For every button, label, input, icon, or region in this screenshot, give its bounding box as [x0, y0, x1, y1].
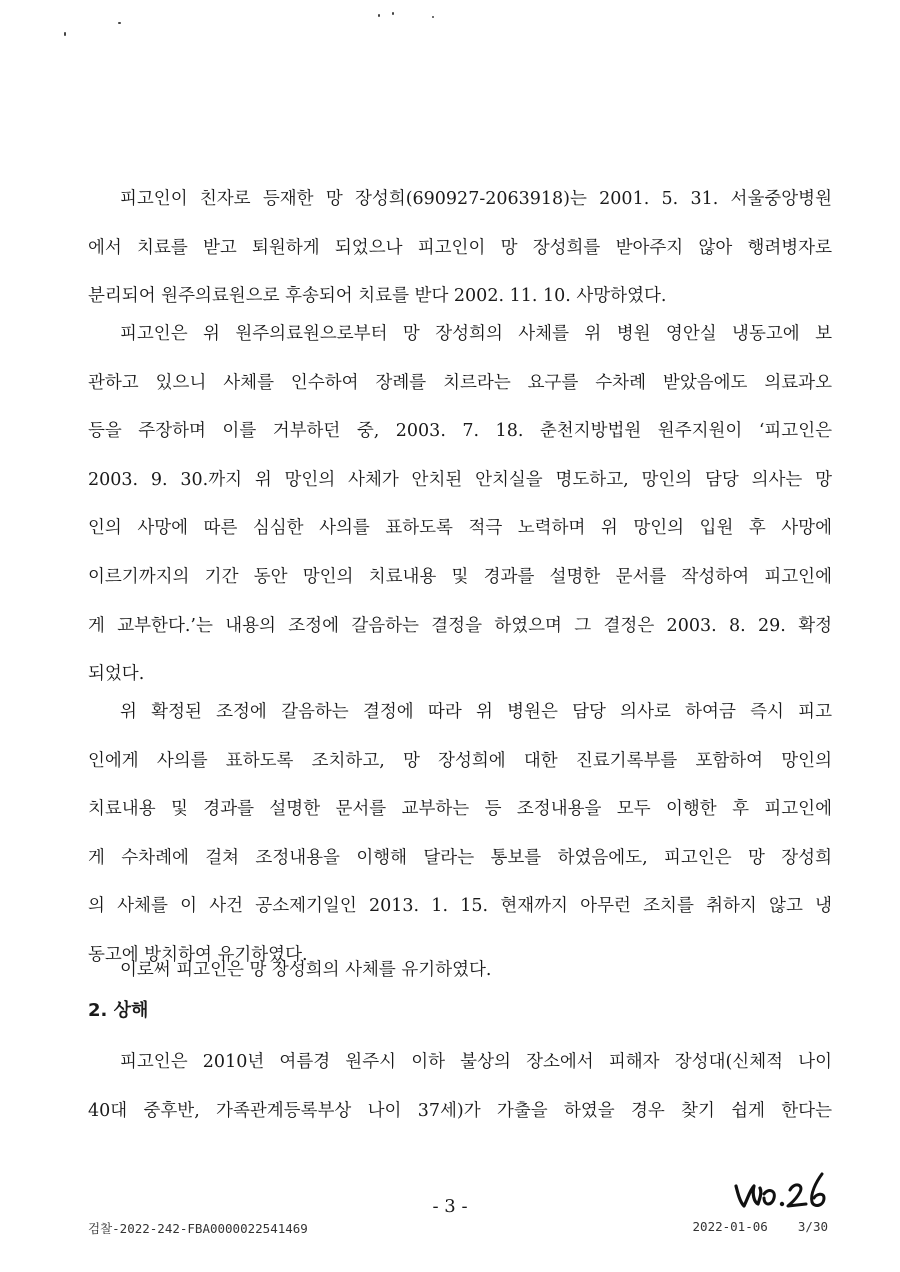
text-line: 40대 중후반, 가족관계등록부상 나이 37세)가 가출을 하였을 경우 찾기 쉽게 한다는 — [88, 1100, 832, 1121]
text-line: 인의 사망에 따른 심심한 사의를 표하도록 적극 노력하며 위 망인의 입원 후 사망에 — [88, 518, 832, 539]
paragraph-mediation-decision — [88, 310, 832, 699]
text-line: 에서 치료를 받고 퇴원하게 되었으나 피고인이 망 장성희를 받아주지 않아 행려병자로 — [88, 237, 832, 258]
text-line: 인에게 사의를 표하도록 조치하고, 망 장성희에 대한 진료기록부를 포함하여 망인의 — [88, 750, 832, 771]
paragraph-conclusion — [88, 946, 832, 995]
text-line: 관하고 있으니 사체를 인수하여 장례를 치르라는 요구를 수차례 받았음에도 의료과오 — [88, 372, 832, 393]
scan-speck — [64, 32, 66, 36]
footer-meta — [693, 1219, 828, 1234]
text-line: 동고에 방치하여 유기하였다. — [88, 944, 308, 965]
text-line: 되었다. — [88, 664, 145, 685]
text-line: 위 확정된 조정에 갈음하는 결정에 따라 위 병원은 담당 의사로 하여금 즉시 피고 — [120, 702, 832, 722]
text-line: 치료내용 및 경과를 설명한 문서를 교부하는 등 조정내용을 모두 이행한 후 피고인에 — [88, 799, 832, 820]
section-heading: 2. 상해 — [88, 1000, 149, 1021]
text-line: 피고인이 친자로 등재한 망 장성희(690927-2063918)는 2001. 5. 31. 서울중앙병원 — [120, 189, 832, 209]
text-line: 게 교부한다.’는 내용의 조정에 갈음하는 결정을 하였으며 그 결정은 2003. 8. 29. 확정 — [88, 615, 832, 636]
document-id: 검찰-2022-242-FBA0000022541469 — [88, 1221, 308, 1236]
text-line: 의 사체를 이 사건 공소제기일인 2013. 1. 15. 현재까지 아무런 조치를 취하지 않고 냉 — [88, 896, 832, 917]
footer-page-count: 3/30 — [797, 1219, 828, 1234]
paragraph-death-record — [88, 175, 832, 321]
text-line: 이르기까지의 기간 동안 망인의 치료내용 및 경과를 설명한 문서를 작성하여 피고인에 — [88, 566, 832, 587]
text-line: 분리되어 원주의료원으로 후송되어 치료를 받다 2002. 11. 10. 사망하였다. — [88, 286, 667, 307]
page-number: - 3 - — [432, 1196, 468, 1217]
text-line: 등을 주장하며 이를 거부하던 중, 2003. 7. 18. 춘천지방법원 원주지원이 ‘피고인은 — [88, 421, 832, 442]
paragraph-injury — [88, 1038, 832, 1135]
text-line: 2003. 9. 30.까지 위 망인의 사체가 안치된 안치실을 명도하고, 망인의 담당 의사는 망 — [88, 469, 832, 490]
footer-date: 2022-01-06 — [692, 1219, 768, 1234]
scan-speck — [378, 14, 380, 17]
text-line: 피고인은 위 원주의료원으로부터 망 장성희의 사체를 위 병원 영안실 냉동고에 보 — [120, 324, 832, 344]
text-line: 이로써 피고인은 망 장성희의 사체를 유기하였다. — [120, 960, 492, 980]
scan-speck — [392, 12, 394, 15]
scan-speck — [432, 16, 434, 18]
text-line: 게 수차례에 걸쳐 조정내용을 이행해 달라는 통보를 하였음에도, 피고인은 망 장성희 — [88, 847, 832, 868]
text-line: 피고인은 2010년 여름경 원주시 이하 불상의 장소에서 피해자 장성대(신체적 나이 — [120, 1052, 832, 1072]
paragraph-hospital-compliance — [88, 688, 832, 980]
scan-speck — [118, 22, 121, 24]
